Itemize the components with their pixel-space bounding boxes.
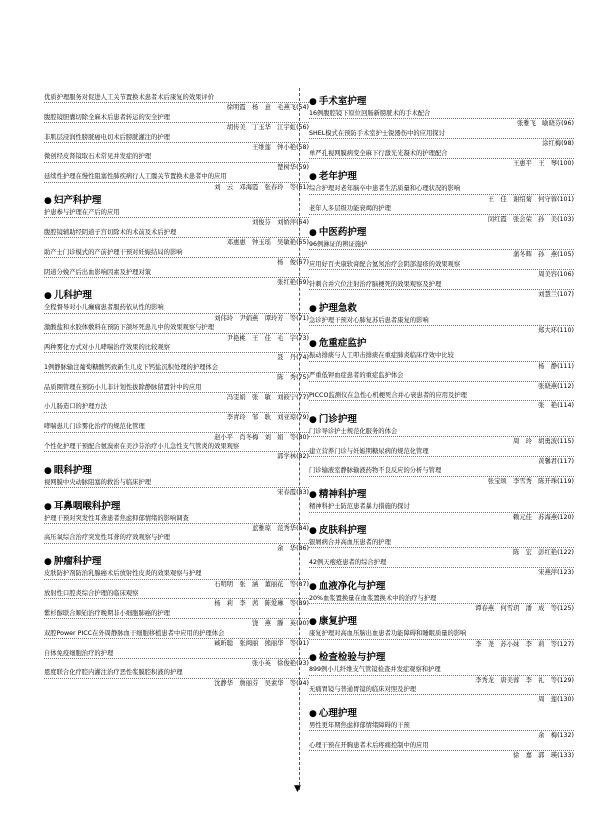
bullet-icon: ● xyxy=(309,172,317,183)
toc-entry-authors-page: 陈 宏 彭红艳(122) xyxy=(309,547,574,557)
toc-entry-authors-page: 王 佳 谢绍菊 何守蓉(101) xyxy=(309,194,574,204)
toc-entry-title: 微创经皮肾镜取石术常见并发症的护理 xyxy=(44,153,152,161)
toc-entry[interactable] xyxy=(309,351,574,371)
toc-entry-authors-page: 邓惠惠 钟玉瑶 吴敏艳(65) xyxy=(44,237,309,247)
toc-entry-authors-page: 王维莲 钟小艳(58) xyxy=(44,142,309,152)
toc-entry[interactable] xyxy=(44,268,309,288)
toc-entry-authors-page: 李 尧 苏小妹 李 莉 等(127) xyxy=(309,639,574,649)
section-heading-text: 妇产科护理 xyxy=(53,195,102,207)
toc-entry-title: 品质圈管理在预防小儿非计划性拔除静脉留置针中的应用 xyxy=(44,383,202,391)
toc-entry[interactable] xyxy=(44,303,309,323)
toc-entry-authors-page: 张小英 徐俊艳(93) xyxy=(44,658,309,668)
toc-entry-title: 全程督导对小儿癫痫患者服药依从性的影响 xyxy=(44,304,164,312)
bullet-icon: ● xyxy=(309,708,317,719)
toc-entry[interactable] xyxy=(309,204,574,224)
toc-entry-authors-page: 周美容(106) xyxy=(309,269,574,279)
bullet-icon: ● xyxy=(309,490,317,501)
toc-entry-authors-page: 谭春燕 何雪玥 潘 成 等(125) xyxy=(309,603,574,613)
toc-entry[interactable] xyxy=(44,323,309,343)
toc-entry-authors-page: 张红艳(69) xyxy=(44,277,309,287)
toc-entry-title: PICCO监测仪在急性心机梗死合并心衰患者的应用及护理 xyxy=(309,391,467,399)
toc-entry-title: 应用好百夫康软膏配合氦氖治疗会阴部湿疹的效果观察 xyxy=(309,260,461,268)
toc-entry-authors-page: 刘 云 邓海霞 张春玲 等(61) xyxy=(44,182,309,192)
continue-arrow-icon: ▼ xyxy=(294,784,301,794)
toc-entry-title: 视网膜中央动脉阻塞的救治与临床护理 xyxy=(44,478,152,486)
bullet-icon: ● xyxy=(309,228,317,239)
toc-entry-title: 阴道分娩产后出血影响因素及护理对策 xyxy=(44,268,152,276)
section-heading-text: 精神科护理 xyxy=(318,489,367,501)
toc-entry[interactable] xyxy=(309,685,574,705)
toc-entry-title: 激酸盐和水胶体敷料在预防下颌坏死患儿中的效果观察与护理 xyxy=(44,324,215,332)
toc-entry[interactable] xyxy=(309,280,574,300)
toc-entry-authors-page: 聂 丹(74) xyxy=(44,352,309,362)
toc-entry[interactable] xyxy=(44,208,309,228)
toc-entry-authors-page: 蓝雅琼 范秀华(84) xyxy=(44,523,309,533)
toc-entry-authors-page: 饶 燕 滕 英(90) xyxy=(44,618,309,628)
section-heading xyxy=(309,337,574,351)
bullet-icon: ● xyxy=(309,653,317,664)
toc-entry-title: 小儿肠造口的护理方法 xyxy=(44,403,107,411)
toc-entry-authors-page: 李秀龙 唐美蓉 李 礼 等(129) xyxy=(309,675,574,685)
section-heading-text: 危重症监护 xyxy=(318,338,367,350)
toc-entry-authors-page: 黄馨君(117) xyxy=(309,456,574,466)
toc-entry[interactable] xyxy=(309,538,574,558)
toc-entry-authors-page: 楚树华(59) xyxy=(44,162,309,172)
section-heading xyxy=(309,488,574,502)
bullet-icon: ● xyxy=(309,303,317,314)
toc-entry[interactable] xyxy=(44,152,309,172)
section-heading-text: 老年护理 xyxy=(318,171,357,183)
toc-entry[interactable] xyxy=(44,172,309,192)
section-heading xyxy=(309,302,574,316)
toc-entry-title: 心理干预在开胸患者术后疼痛控制中的应用 xyxy=(309,741,429,749)
toc-entry[interactable] xyxy=(309,502,574,522)
toc-entry-title: 两种雾化方式对小儿哮喘治疗效果的比较观察 xyxy=(44,343,170,351)
section-heading xyxy=(309,651,574,665)
toc-entry-title: 紫杉醇联合顺铂治疗晚期非小细胞肺癌的护理 xyxy=(44,609,170,617)
toc-entry[interactable] xyxy=(44,383,309,403)
toc-entry[interactable] xyxy=(309,427,574,447)
toc-entry-authors-page: 刘伟玲 尹娟燕 谭玲芳 等(71) xyxy=(44,313,309,323)
section-heading-text: 门诊护理 xyxy=(318,413,357,425)
toc-entry-authors-page: 余 华(86) xyxy=(44,543,309,553)
toc-entry-title: 急诊护理干预对心肺复苏后患者康复的影响 xyxy=(309,316,429,324)
toc-entry[interactable] xyxy=(309,466,574,486)
toc-entry-authors-page: 张宝颂 李雪秀 陈开珠(119) xyxy=(309,476,574,486)
toc-entry-authors-page: 蒲冬辉 孙 燕(105) xyxy=(309,249,574,259)
section-heading-text: 护理急救 xyxy=(318,302,357,314)
toc-entry-title: 哮喘患儿门诊雾化治疗的规范化管理 xyxy=(44,423,145,431)
toc-entry-authors-page: 赵小平 肖冬梅 刘 娟 等(80) xyxy=(44,432,309,442)
section-heading xyxy=(309,707,574,721)
toc-entry-title: 腹腔镜辅助经阴道子宫切除术的术前及术后护理 xyxy=(44,228,177,236)
toc-entry-authors-page: 徐 嘉 郭 瑛(133) xyxy=(309,750,574,760)
toc-entry[interactable] xyxy=(44,478,309,498)
bullet-icon: ● xyxy=(309,97,317,107)
section-heading-text: 血液净化与护理 xyxy=(318,580,386,592)
toc-entry-authors-page: 余 梅(132) xyxy=(309,730,574,740)
section-heading xyxy=(309,580,574,594)
toc-entry-title: 综合护理对老年脑卒中患者生活质量和心理状况的影响 xyxy=(309,185,461,193)
toc-entry-authors-page: 杨 莉 李 茜 陈爱琳 等(89) xyxy=(44,598,309,608)
toc-entry-title: 护理干预对突发性耳聋患者焦虑抑郁情绪的影响调查 xyxy=(44,514,189,522)
section-heading-text: 耳鼻咽喉科护理 xyxy=(53,500,121,512)
toc-right-column xyxy=(309,93,574,761)
toc-entry-title: 非肌层浸润性膀胱癌电切术后膀胱灌注的护理 xyxy=(44,133,170,141)
section-heading xyxy=(44,500,309,514)
toc-entry[interactable] xyxy=(309,240,574,260)
toc-entry[interactable] xyxy=(44,422,309,442)
toc-entry[interactable] xyxy=(309,371,574,391)
toc-entry-authors-page: 闵红霞 张会荣 孙 美(103) xyxy=(309,214,574,224)
section-heading-text: 心理护理 xyxy=(318,707,357,719)
section-heading xyxy=(309,170,574,184)
toc-entry-title: 96例淋证的辨证施护 xyxy=(309,241,368,249)
toc-entry-title: 振动排痰与人工叩击排痰在重症肺炎临床疗效中比较 xyxy=(309,352,454,360)
toc-entry-title: 门诊导诊护士规范化服务的体会 xyxy=(309,427,398,435)
section-heading xyxy=(44,289,309,303)
toc-entry[interactable] xyxy=(44,514,309,534)
toc-entry-title: 建立营养门诊与妊娠期糖尿病的规范化管理 xyxy=(309,447,429,455)
toc-entry[interactable] xyxy=(309,391,574,411)
toc-entry[interactable] xyxy=(44,649,309,669)
toc-entry-title: 银屑病合并高血压患者的护理 xyxy=(309,539,391,546)
toc-entry-authors-page: 徐明霞 杨 意 毛燕飞(54) xyxy=(44,102,309,112)
toc-entry-authors-page: 张 艳(114) xyxy=(309,400,574,410)
toc-entry[interactable] xyxy=(44,533,309,553)
toc-entry-title: 老年人多层级功能衰竭的护理 xyxy=(309,205,391,213)
section-heading-text: 肿瘤科护理 xyxy=(53,556,102,568)
toc-entry-authors-page: 刘慧兰(107) xyxy=(309,289,574,299)
section-heading xyxy=(44,194,309,208)
toc-entry-authors-page: 郭学林(82) xyxy=(44,451,309,461)
section-heading-text: 儿科护理 xyxy=(53,290,92,302)
toc-entry[interactable] xyxy=(309,594,574,614)
toc-entry[interactable] xyxy=(44,668,309,688)
toc-entry-authors-page: 李青玲 邹 耿 刘亚琼(79) xyxy=(44,412,309,422)
toc-entry-title: 康复护理对高血压脑出血患者功能障碍和睡眠质量的影响 xyxy=(309,630,467,638)
toc-entry-authors-page: 宋燕萍(123) xyxy=(309,567,574,577)
toc-entry[interactable] xyxy=(309,665,574,685)
toc-entry-authors-page: 周 莲(130) xyxy=(309,694,574,704)
toc-entry-title: 16例腹腔镜下原位回肠新膀胱术的手术配合 xyxy=(309,110,431,117)
section-heading xyxy=(309,615,574,629)
toc-entry-title: 严重低钾血症患者的重症监护体会 xyxy=(309,372,404,380)
toc-entry-title: 899例小儿纤维支气管镜检查并发症观察和护理 xyxy=(309,666,441,674)
toc-entry-title: 单严孔视网膜病变全麻下行激光光凝术的护理配合 xyxy=(309,149,448,157)
section-heading xyxy=(44,464,309,478)
toc-entry-authors-page: 石明明 张 涵 董丽花 等(87) xyxy=(44,579,309,589)
bullet-icon: ● xyxy=(44,291,52,302)
toc-entry-authors-page: 宋春霞(83) xyxy=(44,487,309,497)
toc-entry-title: 护患参与护理在产后的应用 xyxy=(44,209,120,217)
section-heading xyxy=(309,413,574,427)
toc-entry[interactable] xyxy=(44,402,309,422)
toc-entry[interactable] xyxy=(44,93,309,113)
toc-entry-title: SHEL模式在预防手术室护士锐器伤中的应用探讨 xyxy=(309,129,445,137)
toc-entry[interactable] xyxy=(309,741,574,761)
bullet-icon: ● xyxy=(309,526,317,536)
bullet-icon: ● xyxy=(309,617,317,628)
toc-entry-authors-page: 冯雯娟 张 敏 刘筱宁(77) xyxy=(44,392,309,402)
toc-entry-title: 延续性护理在慢性阻塞性肺疾病行人工髋关节置换术患者中的应用 xyxy=(44,173,227,181)
toc-entry[interactable] xyxy=(309,184,574,204)
toc-entry-title: 门诊输液室静脉输液药物不良反应的分析与管理 xyxy=(309,467,442,475)
toc-entry-authors-page: 胡传美 丁玉华 江宇虹(56) xyxy=(44,122,309,132)
section-heading-text: 眼科护理 xyxy=(53,464,92,476)
toc-entry-authors-page: 尹艳桃 王 佳 毛 宇(73) xyxy=(44,333,309,343)
column-divider xyxy=(299,88,300,790)
toc-entry[interactable] xyxy=(44,113,309,133)
toc-entry-title: 高压氧综合治疗突发性耳聋的疗效观察与护理 xyxy=(44,534,170,542)
toc-entry[interactable] xyxy=(44,363,309,383)
bullet-icon: ● xyxy=(44,501,52,512)
section-heading-text: 检查检验与护理 xyxy=(318,652,386,664)
toc-entry[interactable] xyxy=(44,442,309,462)
toc-entry-title: 针刺合并穴位注射治疗脑梗死的效果观察及护理 xyxy=(309,280,442,288)
toc-entry[interactable] xyxy=(44,133,309,153)
toc-entry-title: 个性化护理干预配合氨溴索在美沙芬治疗小儿急性支气管炎的效果观察 xyxy=(44,443,240,450)
toc-entry[interactable] xyxy=(309,260,574,280)
toc-entry-authors-page: 刘俊芬 刘娇萍(64) xyxy=(44,217,309,227)
toc-entry[interactable] xyxy=(309,558,574,578)
toc-entry-title: 放射性口腔炎综合护理的临床观察 xyxy=(44,590,139,598)
bullet-icon: ● xyxy=(309,339,317,350)
toc-entry-authors-page: 沈静华 詹丽芬 吴素华 等(94) xyxy=(44,678,309,688)
toc-entry-title: 男性更年期焦虑抑郁情绪障碍的干预 xyxy=(309,721,410,729)
toc-entry-title: 皮肤防护剂防治乳腺癌术后放射性皮炎的效果观察与护理 xyxy=(44,570,202,578)
toc-entry[interactable] xyxy=(44,343,309,363)
toc-entry-authors-page: 郑大环(110) xyxy=(309,325,574,335)
toc-entry-authors-page: 张雅飞 喻晓芬(96) xyxy=(309,118,574,128)
toc-entry[interactable] xyxy=(309,629,574,649)
toc-entry-authors-page: 涂红梅(98) xyxy=(309,138,574,148)
toc-entry[interactable] xyxy=(309,129,574,149)
section-heading xyxy=(309,524,574,538)
toc-entry[interactable] xyxy=(309,721,574,741)
toc-entry-title: 1例静脉输注葡萄糖酸钙致新生儿皮下钙盐沉积处理的护理体会 xyxy=(44,363,219,371)
toc-entry-title: 20%血浆置换量在血浆置换术中的治疗与护理 xyxy=(309,594,437,602)
toc-entry[interactable] xyxy=(44,629,309,649)
section-heading xyxy=(309,226,574,240)
toc-entry-title: 助产士门诊模式的产前护理干预对妊娠结局的影响 xyxy=(44,248,183,256)
bullet-icon: ● xyxy=(309,581,317,592)
toc-entry-authors-page: 王惠平 王 琴(100) xyxy=(309,158,574,168)
toc-entry[interactable] xyxy=(44,228,309,248)
toc-left-column xyxy=(44,93,309,688)
toc-entry[interactable] xyxy=(44,609,309,629)
bullet-icon: ● xyxy=(44,557,52,568)
section-heading xyxy=(44,555,309,569)
toc-entry[interactable] xyxy=(309,149,574,169)
toc-entry-title: 自体免疫细胞治疗的护理 xyxy=(44,649,114,657)
bullet-icon: ● xyxy=(44,465,52,476)
toc-entry-authors-page: 臧昕聪 张闽丽 熊丽华 等(91) xyxy=(44,638,309,648)
toc-entry-title: 42例天疱疮患者的综合护理 xyxy=(309,558,387,566)
toc-entry-title: 精神科护士防范患者暴力措施的探讨 xyxy=(309,503,410,511)
toc-entry-authors-page: 杨 静(111) xyxy=(309,361,574,371)
toc-entry-title: 恩度联合化疗腔内灌注治疗恶性浆膜腔积液的护理 xyxy=(44,669,183,677)
section-heading-text: 中医药护理 xyxy=(318,227,367,239)
toc-entry-authors-page: 杨 俊(67) xyxy=(44,257,309,267)
bullet-icon: ● xyxy=(309,414,317,425)
bullet-icon: ● xyxy=(44,196,52,207)
toc-entry[interactable] xyxy=(44,248,309,268)
toc-entry[interactable] xyxy=(309,447,574,467)
section-heading-text: 皮肤科护理 xyxy=(318,525,367,536)
section-heading-text: 手术室护理 xyxy=(318,96,367,107)
toc-entry-title: 优质护理服务对促进人工关节置换术患者术后康复的效果评价 xyxy=(44,94,215,101)
toc-entry-authors-page: 陈 秀(75) xyxy=(44,372,309,382)
toc-entry[interactable] xyxy=(44,569,309,589)
toc-entry-title: 无痛胃镜与普通胃镜的临床对照及护理 xyxy=(309,686,417,694)
toc-entry-authors-page: 周 玲 胡勇波(115) xyxy=(309,436,574,446)
toc-entry-title: 双腔Power PICC在外周静脉血干细胞移植患者中应用的护理体会 xyxy=(44,629,225,637)
toc-entry[interactable] xyxy=(309,109,574,129)
toc-entry-title: 腹腔镜胆囊切除全麻术后患者转运的安全护理 xyxy=(44,113,170,121)
toc-entry-authors-page: 赖元佳 苏海燕(120) xyxy=(309,512,574,522)
toc-entry[interactable] xyxy=(44,589,309,609)
section-heading-text: 康复护理 xyxy=(318,616,357,628)
toc-entry-authors-page: 张晓燕(112) xyxy=(309,381,574,391)
section-heading xyxy=(309,95,574,109)
toc-entry[interactable] xyxy=(309,316,574,336)
